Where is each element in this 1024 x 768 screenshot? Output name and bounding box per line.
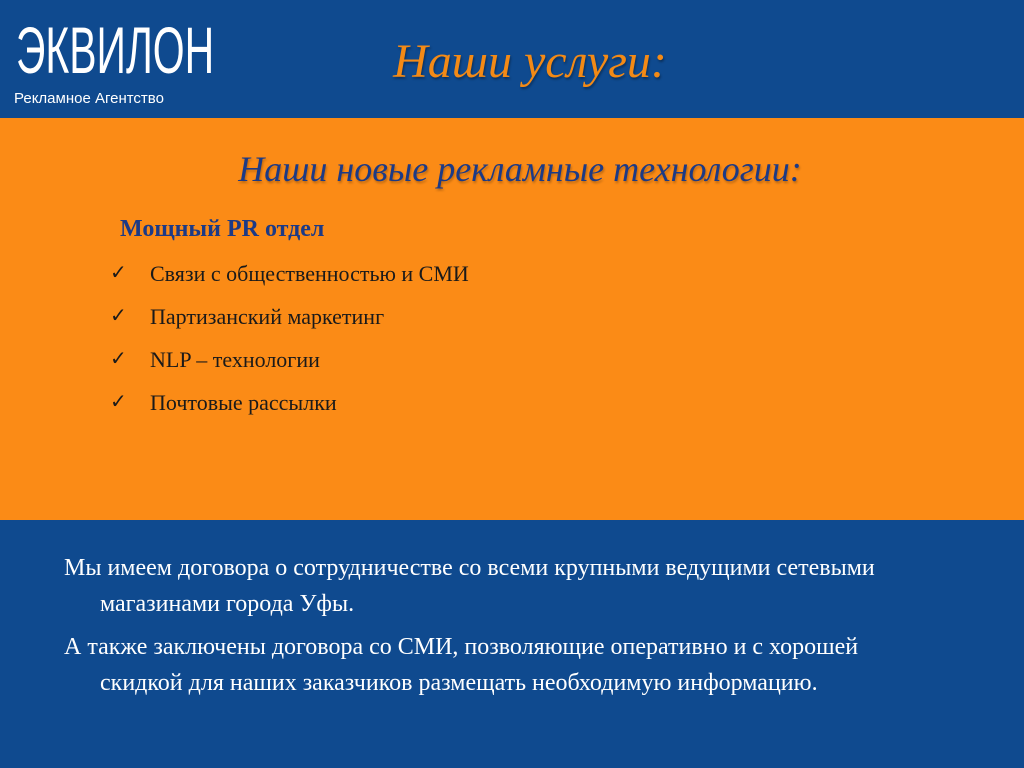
partnership-paragraph: А также заключены договора со СМИ, позволяющие оперативно и с хорошей скидкой для наших заказчиков размещать необходимую информацию. bbox=[64, 634, 859, 696]
checklist-item-label: Партизанский маркетинг bbox=[150, 304, 385, 329]
partnerships-text bbox=[64, 550, 924, 708]
partnerships-panel bbox=[0, 520, 1024, 768]
partnership-paragraph: Мы имеем договора о сотрудничестве со всеми крупными ведущими сетевыми магазинами города Уфы. bbox=[64, 555, 875, 617]
technologies-subtitle: Наши новые рекламные технологии: bbox=[238, 149, 802, 189]
checkmark-icon: ✓ bbox=[110, 303, 127, 327]
checklist-item bbox=[110, 258, 510, 289]
checkmark-icon: ✓ bbox=[110, 389, 127, 413]
services-checklist bbox=[110, 258, 510, 430]
pr-department-heading: Мощный PR отдел bbox=[120, 216, 325, 242]
checklist-item-label: NLP – технологии bbox=[150, 347, 320, 372]
checklist-item bbox=[110, 387, 510, 418]
checkmark-icon: ✓ bbox=[110, 260, 127, 284]
technologies-panel bbox=[0, 118, 1024, 520]
checklist-item-label: Почтовые рассылки bbox=[150, 390, 337, 415]
logo-wordmark: ЭКВИЛОН bbox=[16, 13, 215, 87]
checklist-item bbox=[110, 344, 510, 375]
checklist-item bbox=[110, 301, 510, 332]
logo-tagline: Рекламное Агентство bbox=[14, 90, 164, 107]
checkmark-icon: ✓ bbox=[110, 346, 127, 370]
slide-title: Наши услуги: bbox=[393, 35, 667, 88]
checklist-item-label: Связи с общественностью и СМИ bbox=[150, 261, 469, 286]
slide-header bbox=[0, 0, 1024, 118]
